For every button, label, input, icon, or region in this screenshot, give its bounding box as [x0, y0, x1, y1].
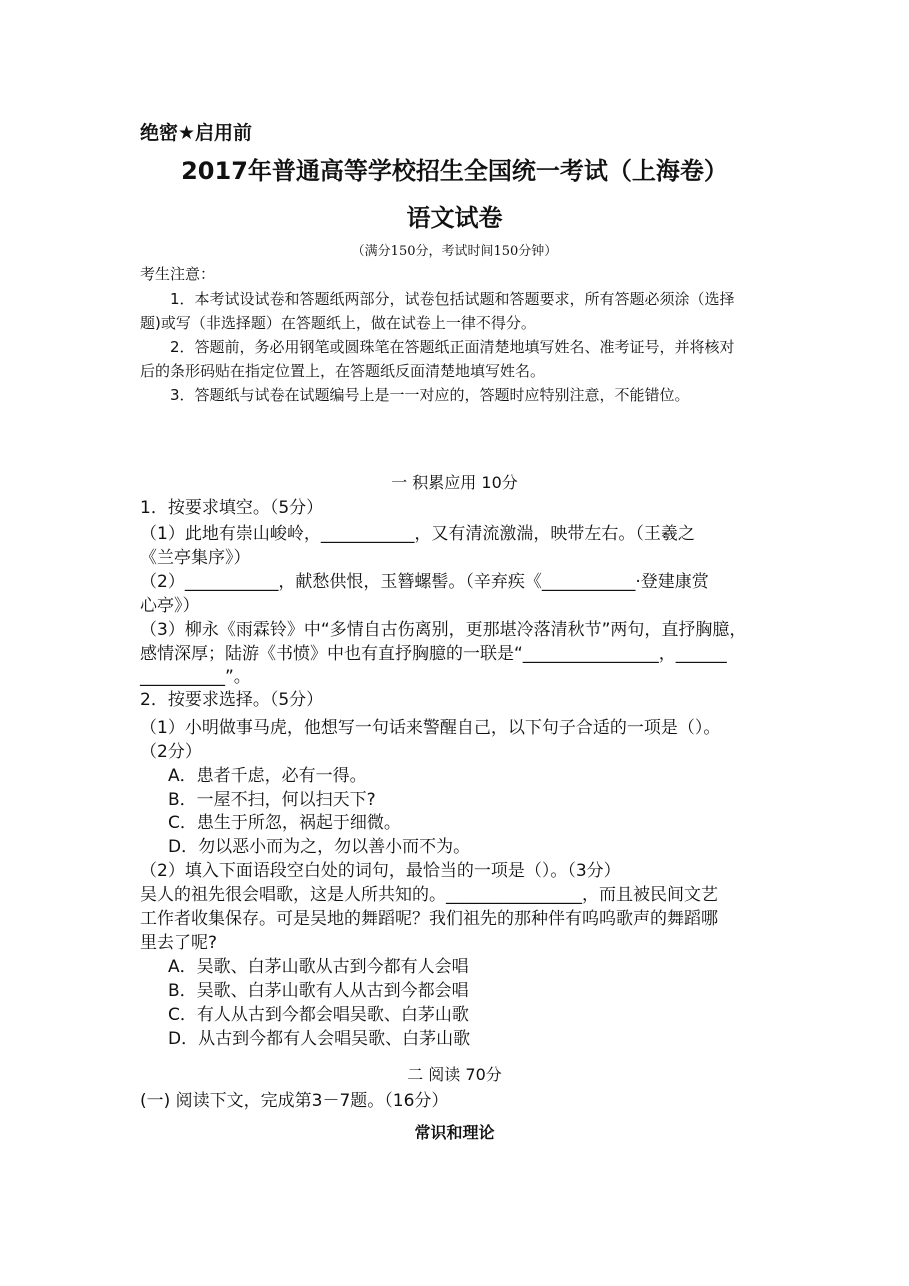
notice-line: 后的条形码贴在指定位置上，在答题纸反面清楚地填写姓名。	[140, 362, 546, 380]
exam-title: 2017年普通高等学校招生全国统一考试（上海卷）	[181, 157, 728, 185]
notice-line: 题)或写（非选择题）在答题纸上，做在试卷上一律不得分。	[140, 314, 536, 332]
option-item: B．一屋不扫，何以扫天下?	[168, 790, 376, 810]
q2-sub2-line: 工作者收集保存。可是吴地的舞蹈呢？我们祖先的那种伴有呜呜歌声的舞蹈哪	[140, 909, 718, 929]
q1-line: （3）柳永《雨霖铃》中“多情自古伤离别，更那堪冷落清秋节”两句，直抒胸臆，	[140, 620, 747, 640]
q2-sub2-line: 吴人的祖先很会唱歌，这是人所共知的。________________，而且被民间文艺	[140, 885, 718, 905]
score-info: （满分150分，考试时间150分钟）	[351, 244, 558, 259]
q1-stem: 1．按要求填空。（5分）	[140, 498, 324, 518]
option-item: D．从古到今都有人会唱吴歌、白茅山歌	[168, 1029, 471, 1049]
section1-heading: 一 积累应用 10分	[391, 473, 518, 492]
q1-line: 《兰亭集序》）	[140, 548, 251, 568]
passage-title: 常识和理论	[414, 1123, 495, 1142]
subject-title: 语文试卷	[406, 204, 503, 232]
notice-heading: 考生注意：	[140, 265, 216, 283]
option-item: D．勿以恶小而为之，勿以善小而不为。	[168, 837, 471, 857]
q2-sub2-line: （2）填入下面语段空白处的词句，最恰当的一项是（）。（3分）	[140, 861, 621, 881]
option-item: C．患生于所忽，祸起于细微。	[168, 813, 401, 833]
section2-heading: 二 阅读 70分	[407, 1065, 502, 1084]
option-item: C．有人从古到今都会唱吴歌、白茅山歌	[168, 1005, 469, 1025]
q2-sub1-line: （2分）	[140, 742, 202, 762]
secret-label: 绝密★启用前	[140, 122, 253, 144]
q2-sub1-line: （1）小明做事马虎，他想写一句话来警醒自己，以下句子合适的一项是（）。	[140, 718, 721, 738]
q2-stem: 2．按要求选择。（5分）	[140, 690, 324, 710]
q1-line: （2）___________，献愁供恨，玉簪螺髻。（辛弃疾《___________·登建康赏	[140, 572, 709, 592]
notice-line: 1．本考试设试卷和答题纸两部分，试卷包括试题和答题要求，所有答题必须涂（选择	[170, 290, 735, 308]
section2-intro: (一) 阅读下文，完成第3－7题。（16分）	[140, 1091, 449, 1111]
q1-line: 感情深厚；陆游《书愤》中也有直抒胸臆的一联是“________________，______	[140, 644, 727, 664]
option-item: A．患者千虑，必有一得。	[168, 766, 367, 786]
q1-line: （1）此地有崇山峻岭，___________，又有清流激湍，映带左右。（王羲之	[140, 524, 695, 544]
notice-line: 3．答题纸与试卷在试题编号上是一一对应的，答题时应特别注意，不能错位。	[170, 386, 690, 404]
option-item: B．吴歌、白茅山歌有人从古到今都会唱	[168, 981, 469, 1001]
option-item: A．吴歌、白茅山歌从古到今都有人会唱	[168, 957, 469, 977]
q1-line: 心亭》）	[140, 596, 200, 616]
notice-line: 2．答题前，务必用钢笔或圆珠笔在答题纸正面清楚地填写姓名、准考证号，并将核对	[170, 338, 735, 356]
q1-line: __________”。	[140, 667, 251, 687]
q2-sub2-line: 里去了呢?	[140, 933, 218, 953]
